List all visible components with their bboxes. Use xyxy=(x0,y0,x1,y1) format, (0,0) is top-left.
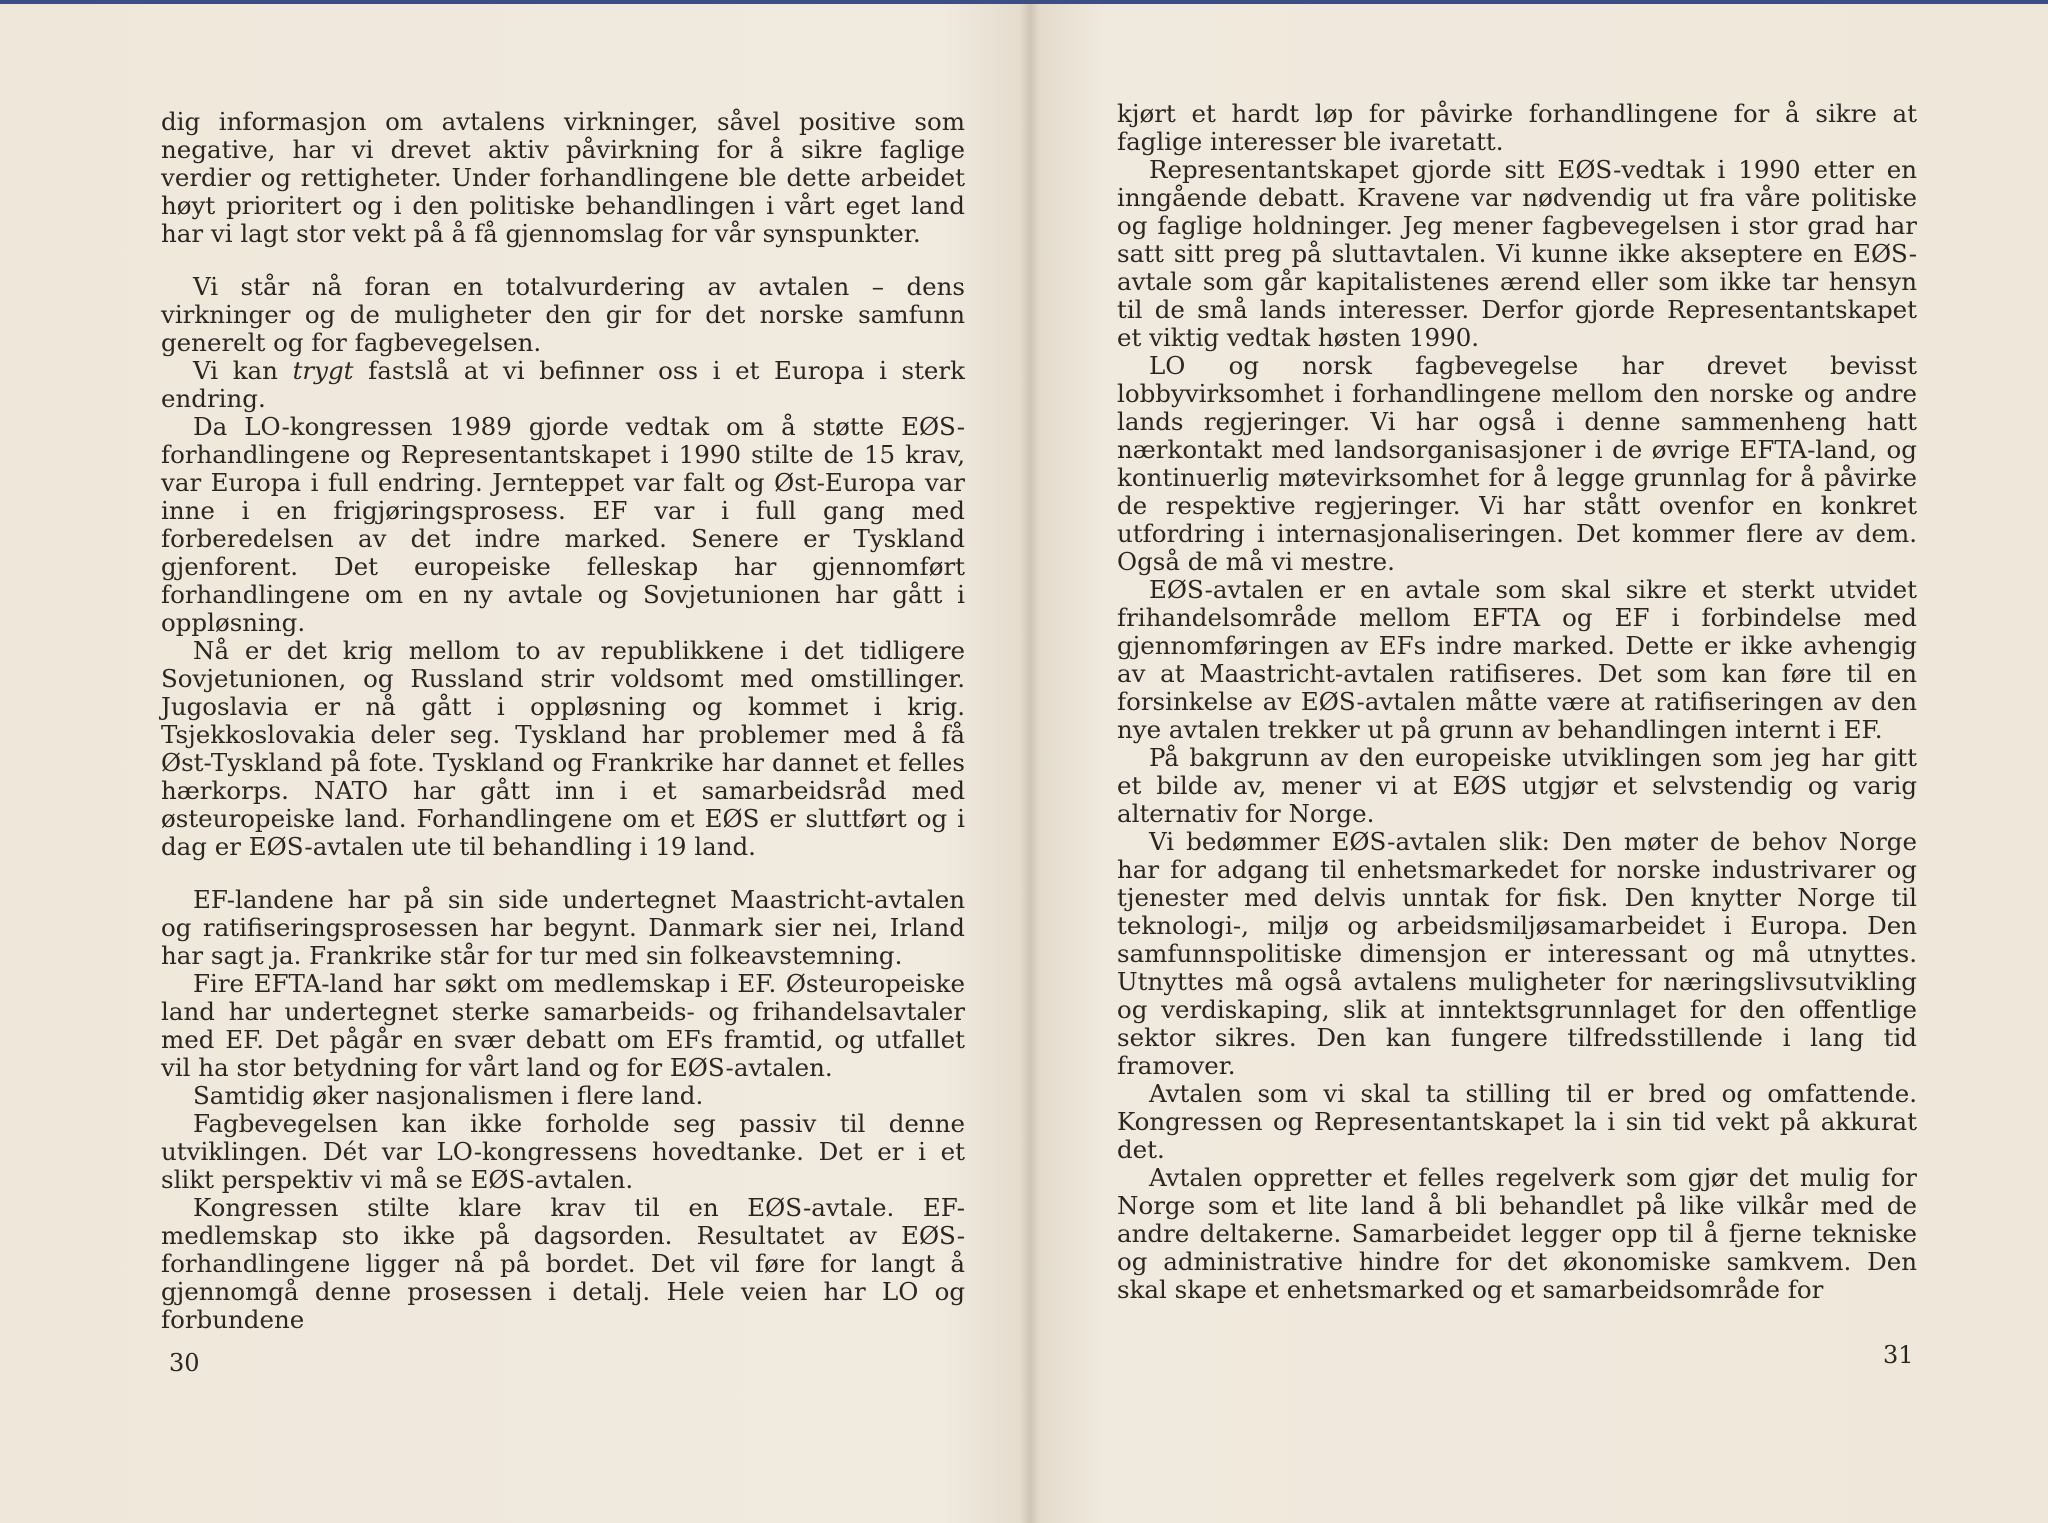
paragraph: EØS-avtalen er en avtale som skal sikre et sterkt utvidet frihandelsområde mellom EFTA og EF i forbindelse med gjennomføringen av EFs indre marked. Dette er ikke avhengig av at Maastricht-avtalen ratifiseres. Det som kan føre til en forsinkelse av EØS-avtalen måtte være at ratifiseringen av den nye avtalen trekker ut på grunn av behandlingen internt i EF. xyxy=(1117,575,1917,744)
paragraph: Vi bedømmer EØS-avtalen slik: Den møter de behov Norge har for adgang til enhetsmarkedet for norske industrivarer og tjenester med delvis unntak for fisk. Den knytter Norge til teknologi-, miljø og arbeidsmiljøsamarbeidet i Europa. Den samfunnspolitiske dimensjon er interessant og må utnyttes. Utnyttes må også avtalens muligheter for næringslivsutvikling og verdiskaping, slik at inntektsgrunnlaget for den offentlige sektor sikres. Den kan fungere tilfredsstillende i lang tid framover. xyxy=(1117,827,1917,1080)
left-page xyxy=(161,108,965,1334)
paragraph: dig informasjon om avtalens virkninger, såvel positive som negative, har vi drevet aktiv påvirkning for å sikre faglige verdier og rettigheter. Under forhandlingene ble dette arbeidet høyt prioritert og i den politiske behandlingen i vårt eget land har vi lagt stor vekt på å få gjennomslag for vår synspunkter. xyxy=(161,107,965,248)
paragraph: På bakgrunn av den europeiske utviklingen som jeg har gitt et bilde av, mener vi at EØS utgjør et selvstendig og varig alternativ for Norge. xyxy=(1117,743,1917,828)
paragraph: Da LO-kongressen 1989 gjorde vedtak om å støtte EØS-forhandlingene og Representantskapet i 1990 stilte de 15 krav, var Europa i full endring. Jernteppet var falt og Øst-Europa var inne i en frigjøringsprosess. EF var i full gang med forberedelsen av det indre marked. Senere er Tyskland gjenforent. Det europeiske felleskap har gjennomført forhandlingene om en ny avtale og Sovjetunionen har gått i oppløsning. xyxy=(161,412,965,637)
paragraph: kjørt et hardt løp for påvirke forhandlingene for å sikre at faglige interesser ble ivaretatt. xyxy=(1117,99,1917,156)
paragraph: Fagbevegelsen kan ikke forholde seg passiv til denne utviklingen. Dét var LO-kongressens hovedtanke. Det er i et slikt perspektiv vi må se EØS-avtalen. xyxy=(161,1109,965,1194)
paragraph: Fire EFTA-land har søkt om medlemskap i EF. Østeuropeiske land har undertegnet sterke samarbeids- og frihandelsavtaler med EF. Det pågår en svær debatt om EFs framtid, og utfallet vil ha stor betydning for vårt land og for EØS-avtalen. xyxy=(161,969,965,1082)
paragraph: Vi står nå foran en totalvurdering av avtalen – dens virkninger og de muligheter den gir for det norske samfunn generelt og for fagbevegelsen. xyxy=(161,272,965,357)
paragraph: LO og norsk fagbevegelse har drevet bevisst lobbyvirksomhet i forhandlingene mellom den norske og andre lands regjeringer. Vi har også i denne sammenheng hatt nærkontakt med landsorganisasjoner i de øvrige EFTA-land, og kontinuerlig møtevirksomhet for å legge grunnlag for å påvirke de respektive regjeringer. Vi har stått ovenfor en konkret utfordring i internasjonaliseringen. Det kommer flere av dem. Også de må vi mestre. xyxy=(1117,351,1917,576)
emphasis-text: trygt xyxy=(292,356,354,385)
paragraph-part: fastslå at vi befinner oss i et Europa i sterk endring. xyxy=(161,356,965,413)
paragraph: Avtalen oppretter et felles regelverk som gjør det mulig for Norge som et lite land å bli behandlet på like vilkår med de andre deltakerne. Samarbeidet legger opp til å fjerne tekniske og administrative hindre for det økonomiske samkvem. Den skal skape et enhetsmarked og et samarbeidsområde for xyxy=(1117,1163,1917,1304)
paragraph: Samtidig øker nasjonalismen i flere land. xyxy=(193,1081,704,1110)
paragraph: Nå er det krig mellom to av republikkene i det tidligere Sovjetunionen, og Russland strir voldsomt med omstillinger. Jugoslavia er nå gått i oppløsning og kommet i krig. Tsjekkoslovakia deler seg. Tyskland har problemer med å få Øst-Tyskland på fote. Tyskland og Frankrike har dannet et felles hærkorps. NATO har gått inn i et samarbeidsråd med østeuropeiske land. Forhandlingene om et EØS er sluttført og i dag er EØS-avtalen ute til behandling i 19 land. xyxy=(161,636,965,861)
paragraph: Kongressen stilte klare krav til en EØS-avtale. EF-medlemskap sto ikke på dagsorden. Resultatet av EØS-forhandlingene ligger nå på bordet. Det vil føre for langt å gjennomgå denne prosessen i detalj. Hele veien har LO og forbundene xyxy=(161,1193,965,1334)
book-gutter xyxy=(1020,0,1040,1523)
paragraph xyxy=(161,357,965,413)
paragraph: EF-landene har på sin side undertegnet Maastricht-avtalen og ratifiseringsprosessen har begynt. Danmark sier nei, Irland har sagt ja. Frankrike står for tur med sin folkeavstemning. xyxy=(161,885,965,970)
paragraph: Representantskapet gjorde sitt EØS-vedtak i 1990 etter en inngående debatt. Kravene var nødvendig ut fra våre politiske og faglige holdninger. Jeg mener fagbevegelsen i stor grad har satt sitt preg på sluttavtalen. Vi kunne ikke akseptere en EØS-avtale som går kapitalistenes ærend eller som ikke tar hensyn til de små lands interesser. Derfor gjorde Representantskapet et viktig vedtak høsten 1990. xyxy=(1117,155,1917,352)
page-number: 30 xyxy=(169,1349,200,1377)
page-number: 31 xyxy=(1883,1341,1914,1369)
right-page xyxy=(1117,100,1917,1304)
paragraph-part: Vi kan xyxy=(193,356,278,385)
paragraph: Avtalen som vi skal ta stilling til er bred og omfattende. Kongressen og Representantskapet la i sin tid vekt på akkurat det. xyxy=(1117,1079,1917,1164)
